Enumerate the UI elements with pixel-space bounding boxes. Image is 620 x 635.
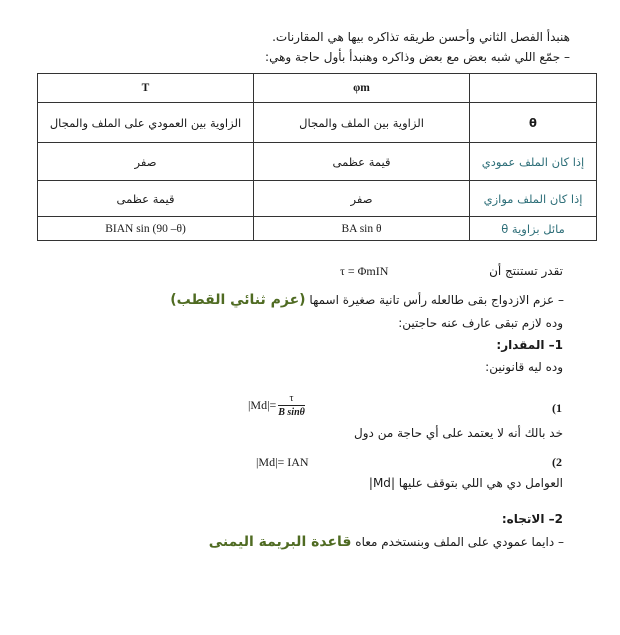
header-torque: T bbox=[38, 74, 254, 103]
law-1-lhs: |Md|= bbox=[248, 397, 277, 412]
law-2-note: العوامل دي هي اللي بتوقف عليها |Md| bbox=[368, 476, 563, 490]
header-phi-m: φm bbox=[254, 74, 470, 103]
law-1-fraction bbox=[278, 393, 305, 419]
row-perpendicular-label: إذا كان الملف عمودي bbox=[470, 143, 597, 181]
row-inclined-label: مائل بزاوية θ bbox=[470, 217, 597, 241]
table-row bbox=[38, 181, 597, 217]
table-row bbox=[38, 103, 597, 143]
row-theta-phi: الزاوية بين الملف والمجال bbox=[254, 103, 470, 143]
row-perpendicular-phi: قيمة عظمى bbox=[254, 143, 470, 181]
torque-formula: τ = ΦmIN bbox=[340, 264, 389, 278]
two-things-line: وده لازم تبقى عارف عنه حاجتين: bbox=[398, 316, 563, 330]
header-empty bbox=[470, 74, 597, 103]
two-laws-line: وده ليه قانونين: bbox=[485, 360, 563, 374]
law-1-formula bbox=[248, 393, 305, 419]
table-row bbox=[38, 143, 597, 181]
law-1-note: خد بالك أنه لا يعتمد على أي حاجة من دول bbox=[354, 426, 563, 440]
intro-line-2: – جمّع اللي شبه بعض مع بعض وذاكره وهنبدأ بأول حاجة وهي: bbox=[265, 50, 570, 64]
direction-line bbox=[209, 534, 564, 550]
row-theta-label: θ bbox=[470, 103, 597, 143]
row-inclined-phi: BA sin θ bbox=[254, 217, 470, 241]
row-parallel-torque: قيمة عظمى bbox=[38, 181, 254, 217]
law-1-numerator: τ bbox=[278, 393, 305, 406]
row-perpendicular-torque: صفر bbox=[38, 143, 254, 181]
law-1-denominator: B sinθ bbox=[278, 407, 305, 418]
conclude-label: تقدر تستنتج أن bbox=[489, 264, 563, 278]
dipole-moment-line bbox=[170, 292, 564, 308]
dipole-text: – عزم الازدواج بقى طالعله رأس تانية صغيرة اسمها bbox=[309, 293, 564, 307]
row-parallel-phi: صفر bbox=[254, 181, 470, 217]
law-2-number: (2 bbox=[552, 455, 562, 469]
intro-line-1: هنبدأ الفصل الثاني وأحسن طريقه تذاكره بيها هي المقارنات. bbox=[272, 30, 570, 44]
table-header-row bbox=[38, 74, 597, 103]
row-inclined-torque: BIAN sin (90 –θ) bbox=[38, 217, 254, 241]
row-parallel-label: إذا كان الملف موازي bbox=[470, 181, 597, 217]
direction-text: – دايما عمودي على الملف وبنستخدم معاه bbox=[355, 535, 564, 549]
comparison-table bbox=[37, 73, 597, 241]
law-2-formula: |Md|= IAN bbox=[256, 455, 309, 469]
table-row bbox=[38, 217, 597, 241]
dipole-highlight: (عزم ثنائي القطب) bbox=[170, 292, 306, 308]
direction-heading: 2– الاتجاه: bbox=[501, 512, 563, 526]
right-hand-screw-rule: قاعدة البريمة اليمنى bbox=[208, 534, 352, 550]
magnitude-heading: 1– المقدار: bbox=[496, 338, 563, 352]
law-1-number: (1 bbox=[552, 401, 562, 415]
row-theta-torque: الزاوية بين العمودي على الملف والمجال bbox=[38, 103, 254, 143]
